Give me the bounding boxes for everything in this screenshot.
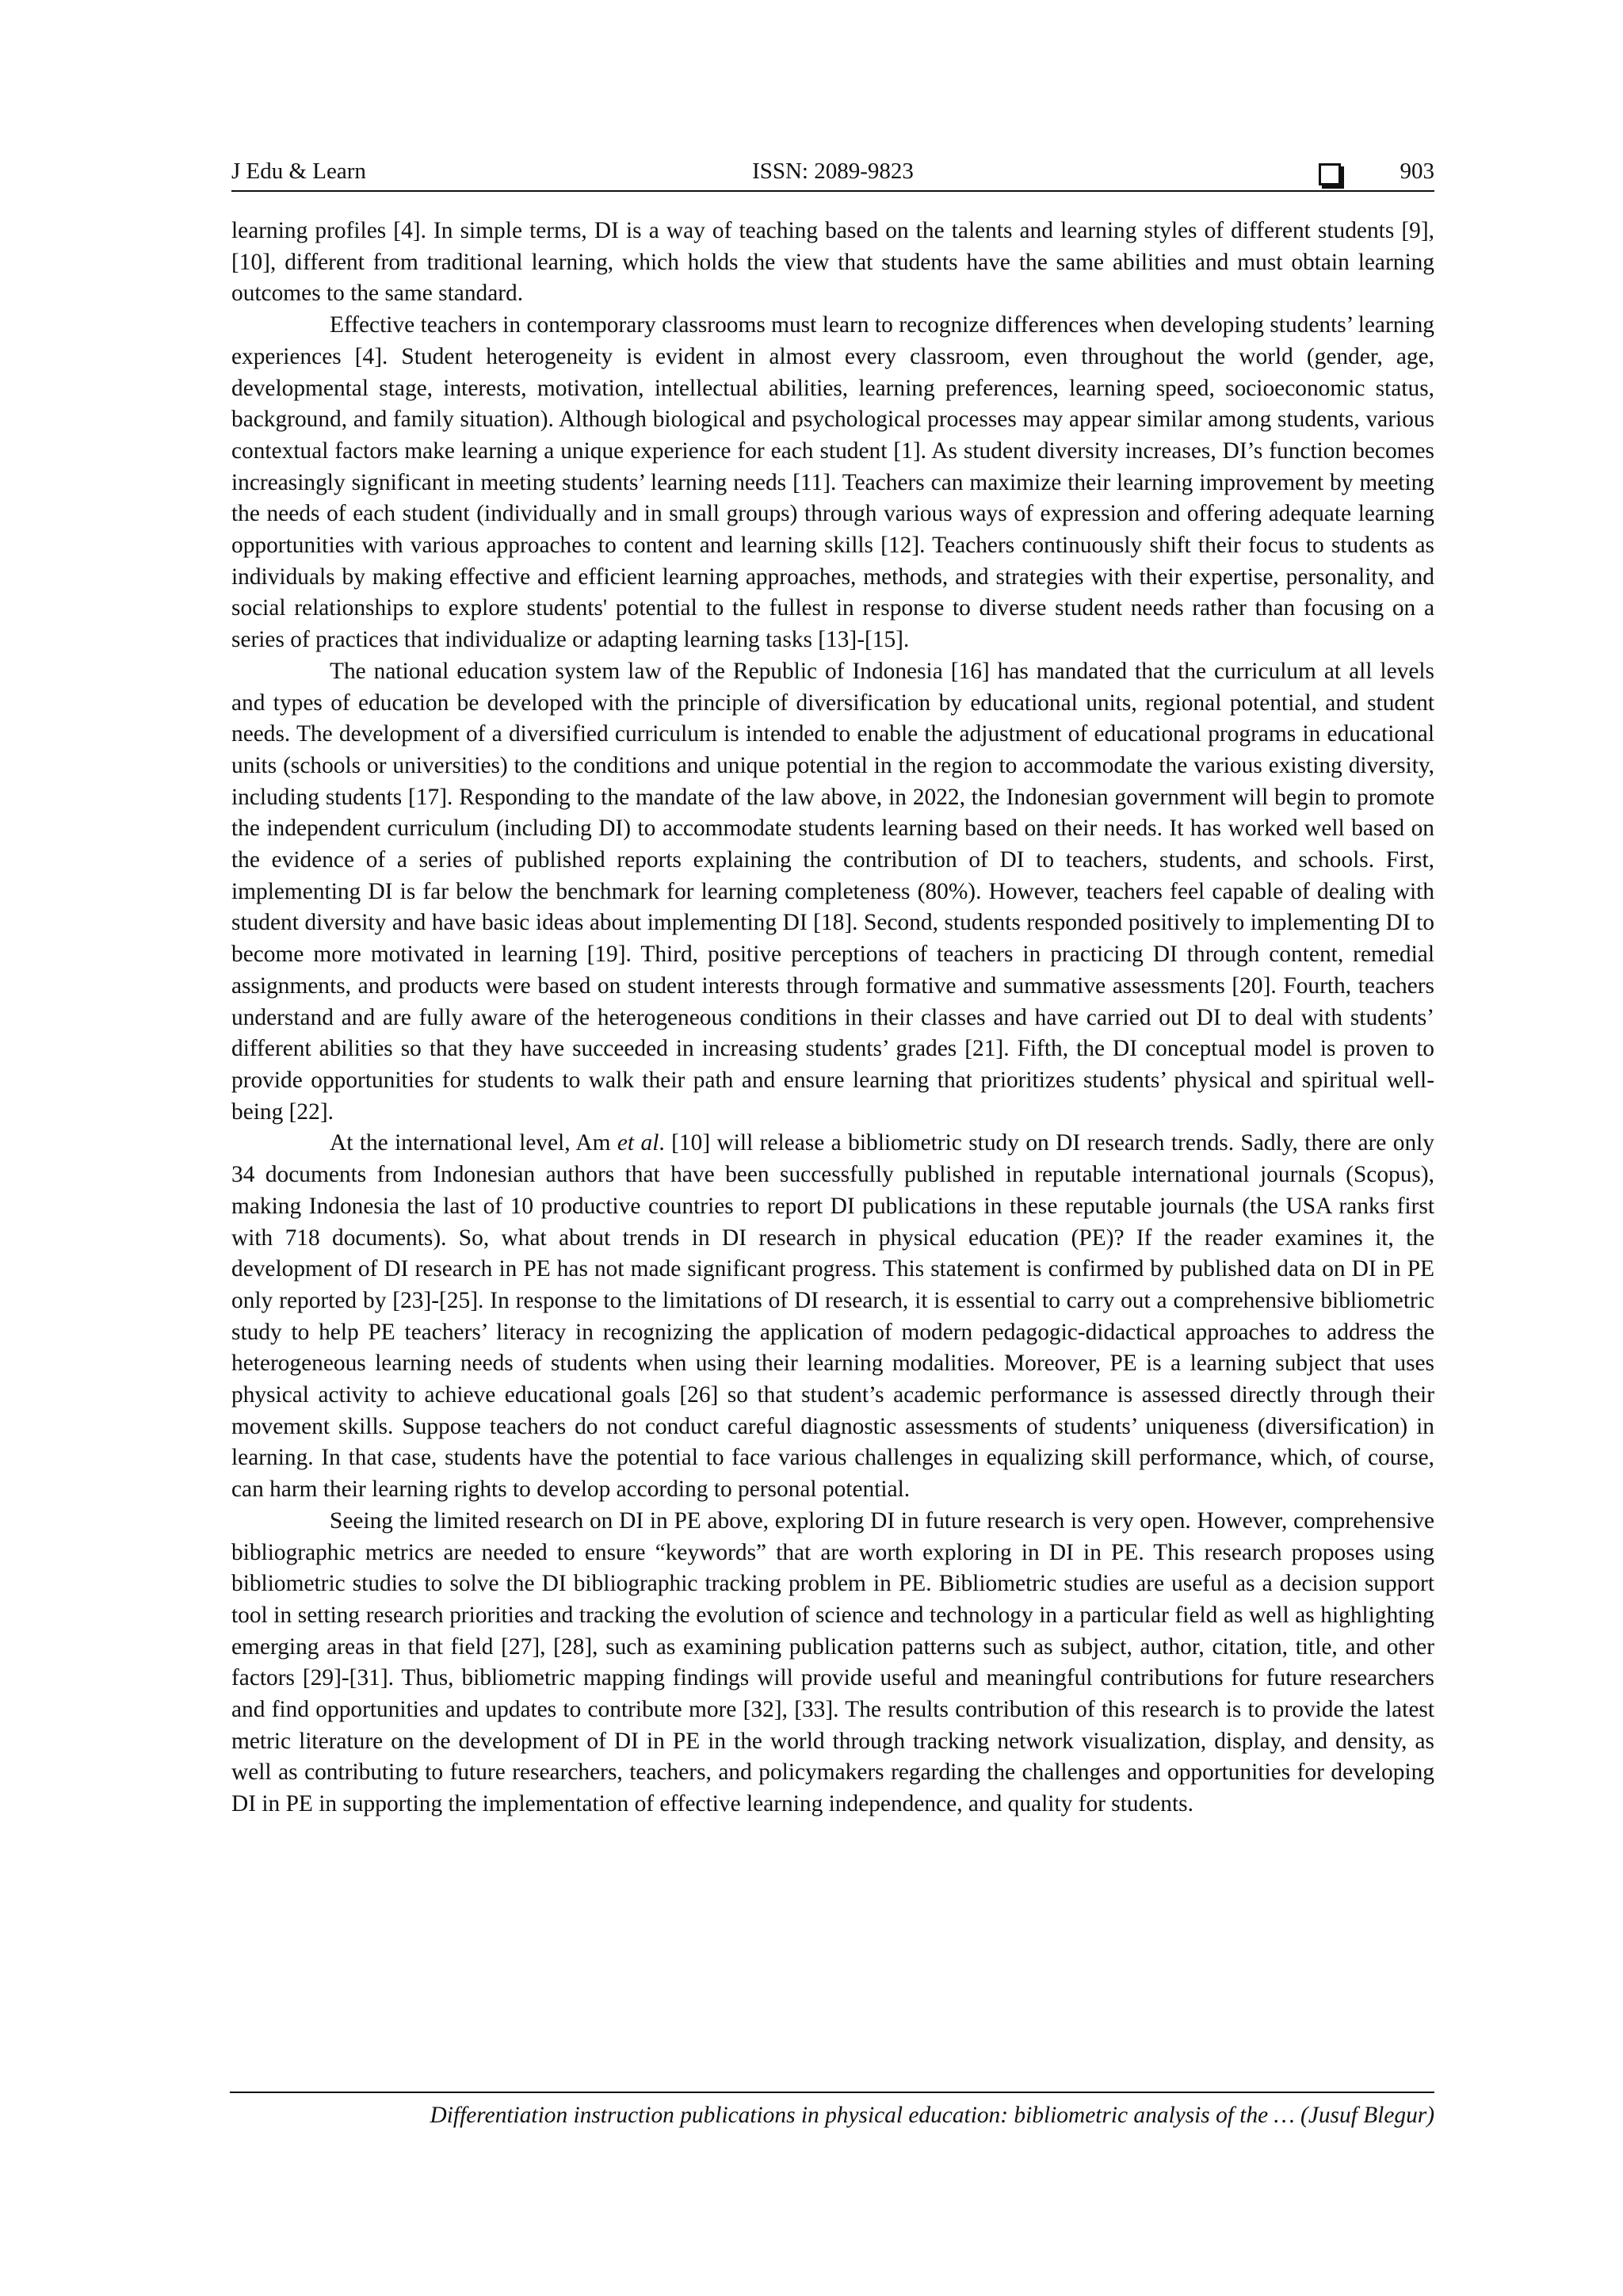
running-footer: Differentiation instruction publications in physical education: bibliometric analysis of the … (Jusuf Blegur) [430,2103,1434,2128]
journal-name: J Edu & Learn [231,159,366,184]
paragraph-bibliometric: Seeing the limited research on DI in PE above, exploring DI in future research is very open. However, comprehensive bibliographic metrics are needed to ensure “keywords” that are worth exploring in DI in PE. This research proposes using bibliometric studies to solve the DI bibliographic tracking problem in PE. Bibliometric studies are useful as a decision support tool in setting research priorities and tracking the evolution of science and technology in a particular field as well as highlighting emerging areas in that field [27], [28], such as examining publication patterns such as subject, author, citation, title, and other factors [29]-[31]. Thus, bibliometric mapping findings will provide useful and meaningful contributions for future researchers and find opportunities and updates to contribute more [32], [33]. The results contribution of this research is to provide the latest metric literature on the development of DI in PE in the world through tracking network visualization, display, and density, as well as contributing to future researchers, teachers, and policymakers regarding the challenges and opportunities for developing DI in PE in supporting the implementation of effective learning independence, and quality for students. [231,1507,1434,1817]
page-number: 903 [1400,159,1434,184]
paragraph-indonesia-law: The national education system law of the Republic of Indonesia [16] has mandated that the curriculum at all levels and types of education be developed with the principle of diversification by educational units, regional potential, and student needs. The development of a diversified curriculum is intended to enable the adjustment of educational programs in educational units (schools or universities) to the conditions and unique potential in the region to accommodate the various existing diversity, including students [17]. Responding to the mandate of the law above, in 2022, the Indonesian government will begin to promote the independent curriculum (including DI) to accommodate students learning based on their needs. It has worked well based on the evidence of a series of published reports explaining the contribution of DI to teachers, students, and schools. First, implementing DI is far below the benchmark for learning completeness (80%). However, teachers feel capable of dealing with student diversity and have basic ideas about implementing DI [18]. Second, students responded positively to implementing DI to become more motivated in learning [19]. Third, positive perceptions of teachers in practicing DI through content, remedial assignments, and products were based on student interests through formative and summative assessments [20]. Fourth, teachers understand and are fully aware of the heterogeneous conditions in their classes and have carried out DI to deal with students’ different abilities so that they have succeeded in increasing students’ grades [21]. Fifth, the DI conceptual model is proven to provide opportunities for students to walk their path and ensure learning that prioritizes students’ physical and spiritual well-being [22]. [231,658,1434,1125]
paragraph-continued: learning profiles [4]. In simple terms, DI is a way of teaching based on the talents and learning styles of different students [9], [10], different from traditional learning, which holds the view that students have the same abilities and must obtain learning outcomes to the same standard. [231,218,1434,307]
footer-divider [230,2092,1434,2093]
paragraph-heterogeneity: Effective teachers in contemporary classrooms must learn to recognize differences when developing students’ learning experiences [4]. Student heterogeneity is evident in almost every classroom, even throughout the world (gender, age, developmental stage, interests, motivation, intellectual abilities, learning preferences, learning speed, socioeconomic status, background, and family situation). Although biological and psychological processes may appear similar among students, various contextual factors make learning a unique experience for each student [1]. As student diversity increases, DI’s function becomes increasingly significant in meeting students’ learning needs [11]. Teachers can maximize their learning improvement by meeting the needs of each student (individually and in small groups) through various ways of expression and offering adequate learning opportunities with various approaches to content and learning skills [12]. Teachers continuously shift their focus to students as individuals by making effective and efficient learning approaches, methods, and strategies with their expertise, personality, and social relationships to explore students' potential to the fullest in response to diverse student needs rather than focusing on a series of practices that individualize or adapting learning tasks [13]-[15]. [231,312,1434,653]
paragraph-text: At the international level, Am [330,1130,617,1156]
issn-label: ISSN: 2089-9823 [752,159,914,184]
paragraph-text: . [10] will release a bibliometric study on DI research trends. Sadly, there are only 34 documents from Indonesian authors that have been successfully published in reputable international journals (Scopus), making Indonesia the last of 10 productive countries to report DI publications in these reputable journals (the USA ranks first with 718 documents). So, what about trends in DI research in physical education (PE)? If the reader examines it, the development of DI research in PE has not made significant progress. This statement is confirmed by published data on DI in PE only reported by [23]-[25]. In response to the limitations of DI research, it is essential to carry out a comprehensive bibliometric study to help PE teachers’ literacy in recognizing the application of modern pedagogic-didactical approaches to address the heterogeneous learning needs of students when using their learning modalities. Moreover, PE is a learning subject that uses physical activity to achieve educational goals [26] so that student’s academic performance is assessed directly through their movement skills. Suppose teachers do not conduct careful diagnostic assessments of students’ uniqueness (diversification) in learning. In that case, students have the potential to face various challenges in equalizing skill performance, which, of course, can harm their learning rights to develop according to personal potential. [231,1130,1435,1503]
header-divider [231,190,1434,192]
article-body [231,216,1434,1820]
paragraph-international [231,1128,1434,1505]
page-header [231,155,1434,190]
square-bullet-icon [1319,163,1341,185]
italic-et-al: et al [617,1130,659,1156]
